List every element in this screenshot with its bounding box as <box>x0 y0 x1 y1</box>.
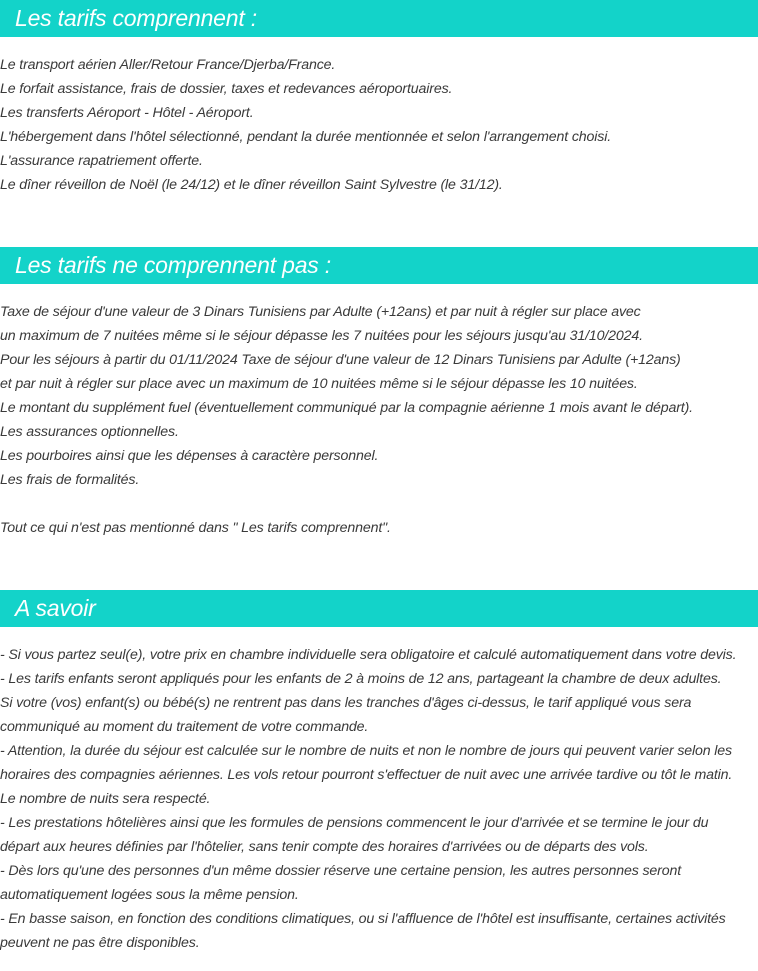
list-item: Les assurances optionnelles. <box>0 424 179 440</box>
list-item: Si votre (vos) enfant(s) ou bébé(s) ne rentrent pas dans les tranches d'âges ci-dessus, le tarif appliqué vous sera <box>0 695 692 711</box>
list-item: horaires des compagnies aériennes. Les vols retour pourront s'effectuer de nuit avec une arrivée tardive ou tôt le matin. <box>0 767 733 783</box>
list-item: - Les tarifs enfants seront appliqués pour les enfants de 2 à moins de 12 ans, partageant la chambre de deux adultes. <box>0 671 722 687</box>
list-item: L'assurance rapatriement offerte. <box>0 153 203 169</box>
list-item: - Si vous partez seul(e), votre prix en chambre individuelle sera obligatoire et calculé automatiquement dans votre devis. <box>0 647 737 663</box>
to-know-list <box>0 643 758 955</box>
not-included-footer: Tout ce qui n'est pas mentionné dans " Les tarifs comprennent". <box>0 520 391 536</box>
list-item: Le forfait assistance, frais de dossier, taxes et redevances aéroportuaires. <box>0 81 453 97</box>
list-item: peuvent ne pas être disponibles. <box>0 935 200 951</box>
section-title-included: Les tarifs comprennent : <box>0 0 758 37</box>
list-item: Taxe de séjour d'une valeur de 3 Dinars Tunisiens par Adulte (+12ans) et par nuit à régler sur place avec <box>0 304 641 320</box>
list-item: Le transport aérien Aller/Retour France/Djerba/France. <box>0 57 336 73</box>
list-item: - Les prestations hôtelières ainsi que les formules de pensions commencent le jour d'arrivée et se termine le jour du <box>0 815 709 831</box>
list-item: communiqué au moment du traitement de votre commande. <box>0 719 369 735</box>
included-list <box>0 53 758 197</box>
section-title-not-included: Les tarifs ne comprennent pas : <box>0 247 758 284</box>
list-item: un maximum de 7 nuitées même si le séjour dépasse les 7 nuitées pour les séjours jusqu'au 31/10/2024. <box>0 328 643 344</box>
list-item: - Dès lors qu'une des personnes d'un même dossier réserve une certaine pension, les autres personnes seront <box>0 863 682 879</box>
list-item: départ aux heures définies par l'hôtelier, sans tenir compte des horaires d'arrivées ou de départs des vols. <box>0 839 649 855</box>
list-item: Le nombre de nuits sera respecté. <box>0 791 211 807</box>
list-item: automatiquement logées sous la même pension. <box>0 887 299 903</box>
list-item: - Attention, la durée du séjour est calculée sur le nombre de nuits et non le nombre de jours qui peuvent varier selon les <box>0 743 732 759</box>
list-item: Pour les séjours à partir du 01/11/2024 Taxe de séjour d'une valeur de 12 Dinars Tunisiens par Adulte (+12ans) <box>0 352 681 368</box>
list-item: Les pourboires ainsi que les dépenses à caractère personnel. <box>0 448 379 464</box>
spacer <box>0 492 758 516</box>
list-item: Les frais de formalités. <box>0 472 140 488</box>
list-item: Le montant du supplément fuel (éventuellement communiqué par la compagnie aérienne 1 mois avant le départ). <box>0 400 693 416</box>
list-item: - En basse saison, en fonction des conditions climatiques, ou si l'affluence de l'hôtel est insuffisante, certaines activités <box>0 911 726 927</box>
section-title-to-know: A savoir <box>0 590 758 627</box>
list-item: et par nuit à régler sur place avec un maximum de 10 nuitées même si le séjour dépasse les 10 nuitées. <box>0 376 638 392</box>
list-item: Les transferts Aéroport - Hôtel - Aéroport. <box>0 105 254 121</box>
list-item: L'hébergement dans l'hôtel sélectionné, pendant la durée mentionnée et selon l'arrangement choisi. <box>0 129 611 145</box>
not-included-list <box>0 300 758 540</box>
list-item: Le dîner réveillon de Noël (le 24/12) et le dîner réveillon Saint Sylvestre (le 31/12). <box>0 177 503 193</box>
